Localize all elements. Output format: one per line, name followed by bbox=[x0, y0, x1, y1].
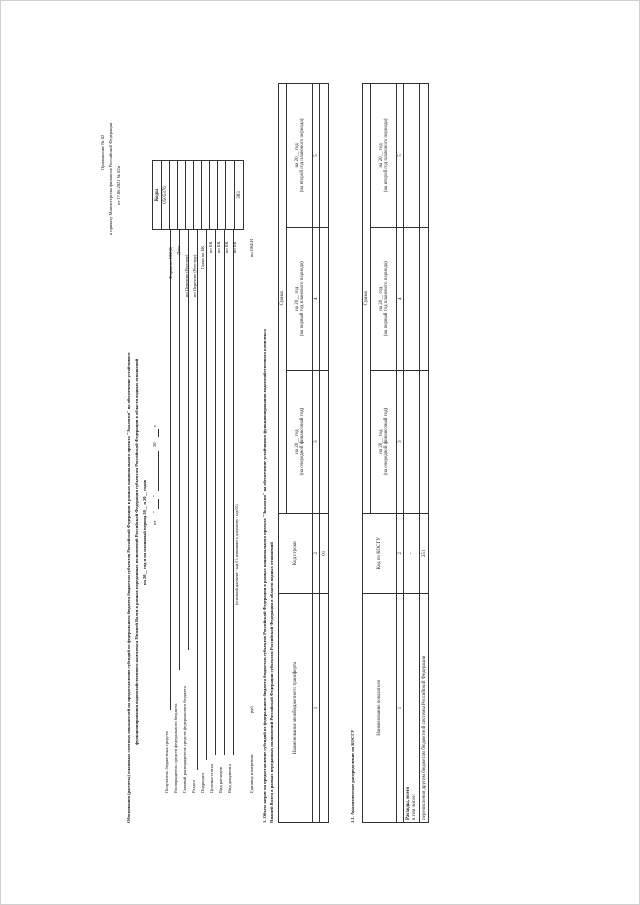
s11-total-y1 bbox=[404, 370, 420, 513]
s1-col-y3-b: (на второй год планового периода) bbox=[299, 118, 305, 193]
field-expense-type-line bbox=[224, 230, 225, 755]
field-subsection-label: Подраздел bbox=[200, 772, 205, 793]
s1-row-y3 bbox=[320, 84, 329, 228]
s11-row-y1 bbox=[420, 370, 429, 513]
s11-num-3: 3 bbox=[397, 370, 404, 513]
codes-row-label-3: по Перечню (Реестру) bbox=[192, 254, 197, 297]
s11-col-sum: Сумма bbox=[363, 84, 371, 514]
s1-col-y3 bbox=[287, 84, 313, 228]
s1-num-4: 4 bbox=[313, 227, 320, 370]
s11-num-5: 5 bbox=[397, 84, 404, 228]
field-doc-type-label: Вид документа bbox=[227, 764, 232, 793]
s1-col-y2 bbox=[287, 227, 313, 370]
codes-row-label-2: по Перечню (Реестру) bbox=[184, 254, 189, 297]
s1-col-code: Код строки bbox=[279, 513, 313, 593]
field-section-label: Раздел bbox=[191, 780, 196, 793]
units-value: руб bbox=[249, 706, 254, 713]
code-bk-4 bbox=[226, 161, 235, 230]
s11-total-label: Расходы, всего bbox=[405, 786, 411, 820]
section1-title-line2: Нижней Волги в рамках переданных полномочий Российской Федерации субъектам Российской Федерации в области водных отношений bbox=[269, 542, 274, 823]
s1-row-code: 01 bbox=[320, 513, 329, 593]
date-prefix: от bbox=[152, 520, 157, 525]
codes-header: Коды bbox=[153, 161, 162, 230]
section1-table bbox=[278, 83, 329, 823]
s1-col-y1-b: (на очередной финансовый год) bbox=[299, 407, 305, 476]
field-doc-type-line bbox=[233, 230, 234, 755]
field-main-distributor-label: Главный распорядитель средств федерального бюджета bbox=[182, 686, 187, 793]
s1-num-3: 3 bbox=[313, 370, 320, 513]
s11-total-y2 bbox=[404, 227, 420, 370]
field-recipient-line bbox=[170, 230, 171, 710]
s11-total-code: - bbox=[404, 513, 420, 593]
codes-table bbox=[152, 160, 244, 230]
doc-kind-note: (основной документ - код 01; изменение к документу - код 02) bbox=[235, 504, 239, 605]
field-distributor-label: Распорядитель средств федерального бюджета bbox=[173, 703, 178, 793]
s1-num-1: 1 bbox=[313, 593, 320, 822]
s11-row-name: перечисления другим бюджетам бюджетной системы Российской Федерации bbox=[420, 593, 429, 822]
s1-col-y2-a: на 20__ год bbox=[294, 286, 300, 311]
codes-row-label-6: по БК bbox=[216, 241, 221, 253]
s11-row-y3 bbox=[420, 84, 429, 228]
s11-col-y3-a: на 20__ год bbox=[378, 143, 384, 168]
s1-col-y3-a: на 20__ год bbox=[294, 143, 300, 168]
field-expense-type-label: Вид расходов bbox=[218, 767, 223, 793]
title-line1: Обоснования (расчеты) плановых сметных показателей на предоставление субсидий из федерального бюджета бюджетам субъектов Российской Федерации в рамках национального проекта "Экология" на обеспечение устойчивого bbox=[126, 352, 131, 823]
s1-row-y1 bbox=[320, 370, 329, 513]
code-bk-2 bbox=[210, 161, 218, 230]
s11-col-name: Наименование показателя bbox=[363, 593, 397, 822]
date-year-line bbox=[158, 429, 159, 437]
s11-incl-label: в том числе: bbox=[411, 793, 417, 820]
code-date bbox=[170, 161, 178, 230]
date-year: 20 bbox=[152, 442, 157, 447]
s1-row-y2 bbox=[320, 227, 329, 370]
appendix-line2: к приказу Министерства финансов Российской Федерации bbox=[108, 122, 113, 235]
s11-col-y2-b: (на первый год планового периода) bbox=[383, 261, 389, 337]
code-okud: 0505376 bbox=[162, 161, 170, 230]
code-registry-2 bbox=[186, 161, 194, 230]
s1-col-y1-a: на 20__ год bbox=[294, 429, 300, 454]
s1-col-y2-b: (на первый год планового периода) bbox=[299, 261, 305, 337]
date-day-line bbox=[158, 499, 159, 509]
code-bk-1 bbox=[202, 161, 210, 230]
s11-col-code: Код по КОСГУ bbox=[363, 513, 397, 593]
codes-row-label-7: по БК bbox=[224, 241, 229, 253]
title-line3: на 20__ год и на плановый период 20__ и 20__ годов bbox=[142, 479, 147, 585]
s1-col-name: Наименование межбюджетного трансферта bbox=[279, 593, 313, 822]
s11-col-y1-b: (на очередной финансовый год) bbox=[383, 407, 389, 476]
s11-num-4: 4 bbox=[397, 227, 404, 370]
date-suffix: г. bbox=[152, 424, 157, 427]
okei-label: по ОКЕИ bbox=[249, 238, 254, 257]
appendix-line3: от 17.06.2021 № 82н bbox=[116, 166, 121, 205]
s1-row-name bbox=[320, 593, 329, 822]
s11-row-y2 bbox=[420, 227, 429, 370]
code-bk-3 bbox=[218, 161, 226, 230]
s11-total-y3 bbox=[404, 84, 420, 228]
s1-num-5: 5 bbox=[313, 84, 320, 228]
s11-col-y3-b: (на второй год планового периода) bbox=[383, 118, 389, 193]
field-distributor-line bbox=[179, 230, 180, 670]
section11-table bbox=[362, 83, 429, 823]
appendix-line1: Приложение № 82 bbox=[100, 134, 105, 170]
s11-row-code: 251 bbox=[420, 513, 429, 593]
section11-title: 1.1. Аналитическое распределение по КОСГУ bbox=[350, 729, 355, 823]
code-okei: 383 bbox=[235, 161, 244, 230]
field-target-label: Целевая статья bbox=[209, 764, 214, 793]
s1-col-sum: Сумма bbox=[279, 84, 287, 514]
field-subsection-line bbox=[206, 230, 207, 760]
date-month-line bbox=[158, 451, 159, 491]
s11-col-y2 bbox=[371, 227, 397, 370]
s11-col-y3 bbox=[371, 84, 397, 228]
s11-col-y1 bbox=[371, 370, 397, 513]
section1-title-line1: 1. Объем затрат на предоставление субсидий из федерального бюджета бюджетам субъектов Российской Федерации в рамках национального проекта "Экология" на обеспечение устойчивого функционирования водохозяйственного комплекса bbox=[262, 329, 267, 823]
code-chapter bbox=[194, 161, 202, 230]
s11-total-row-name bbox=[404, 593, 420, 822]
title-line2: функционирования водохозяйственного комплекса Нижней Волги в рамках переданных полномочий Российской Федерации субъектам Российской Федерации в области водных отношений bbox=[134, 358, 139, 745]
code-registry-1 bbox=[178, 161, 186, 230]
s11-col-y1-a: на 20__ год bbox=[378, 429, 384, 454]
codes-row-label-5: по БК bbox=[208, 241, 213, 253]
s11-col-y2-a: на 20__ год bbox=[378, 286, 384, 311]
s11-num-1: 1 bbox=[397, 593, 404, 822]
date-quote-close: " bbox=[152, 495, 157, 497]
codes-row-label-4: Глава по БК bbox=[200, 245, 205, 269]
codes-row-label-8: по БК bbox=[232, 241, 237, 253]
field-target-line bbox=[215, 230, 216, 755]
units-label: Единица измерения: bbox=[249, 753, 254, 793]
field-section-line bbox=[197, 230, 198, 770]
field-recipient-label: Получатель бюджетных средств bbox=[164, 731, 169, 793]
s1-col-y1 bbox=[287, 370, 313, 513]
date-quote-open: " bbox=[152, 511, 157, 513]
codes-row-label-1: Дата bbox=[176, 246, 181, 255]
s1-num-2: 2 bbox=[313, 513, 320, 593]
codes-row-label-0: Форма по ОКУД bbox=[168, 247, 173, 279]
s11-num-2: 2 bbox=[397, 513, 404, 593]
